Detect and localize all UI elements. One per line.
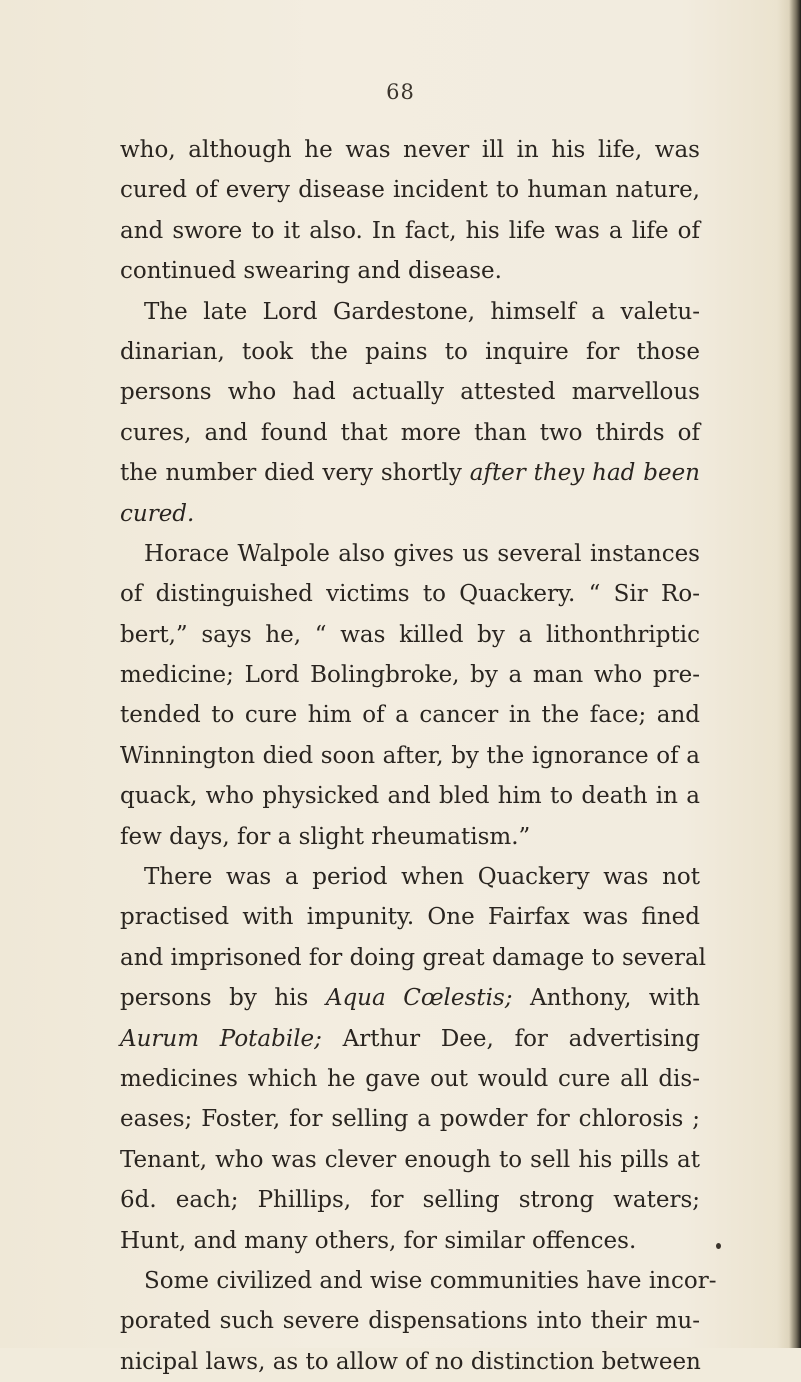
text-span: continued swearing and disease. bbox=[120, 258, 502, 285]
text-line bbox=[120, 857, 700, 897]
ink-speck bbox=[716, 1243, 721, 1249]
text-line bbox=[120, 615, 700, 655]
text-line bbox=[120, 1140, 700, 1180]
text-line bbox=[120, 1261, 717, 1301]
text-span: few days, for a slight rheumatism.” bbox=[120, 823, 531, 850]
text-span: Some civilized and wise communities have incor- bbox=[144, 1267, 717, 1294]
text-span: persons by his bbox=[120, 985, 326, 1012]
text-line bbox=[120, 776, 700, 816]
text-span: who, although he was never ill in his life, was bbox=[120, 137, 700, 163]
text-line bbox=[120, 1301, 700, 1341]
text-line bbox=[120, 251, 700, 291]
text-span: practised with impunity. One Fairfax was fined bbox=[120, 904, 700, 931]
text-span: Horace Walpole also gives us several instances bbox=[144, 540, 700, 567]
text-span: 6d. each; Phillips, for selling strong waters; bbox=[120, 1187, 700, 1214]
page-number: 68 bbox=[386, 80, 415, 104]
text-span: cures, and found that more than two thirds of bbox=[120, 419, 700, 446]
italic-text: cured. bbox=[120, 500, 195, 527]
italic-text: Aurum Potabile; bbox=[120, 1025, 322, 1052]
text-span: porated such severe dispensations into their mu- bbox=[120, 1308, 700, 1335]
page-edge-shadow bbox=[789, 0, 801, 1348]
text-span: medicine; Lord Bolingbroke, by a man who pre- bbox=[120, 662, 700, 689]
text-line bbox=[120, 453, 700, 493]
text-span: cured of every disease incident to human nature, bbox=[120, 177, 700, 204]
text-line bbox=[120, 938, 707, 978]
text-line bbox=[120, 130, 700, 170]
text-line bbox=[120, 1221, 700, 1261]
text-line bbox=[120, 978, 700, 1018]
text-line bbox=[120, 372, 700, 412]
text-span: Arthur Dee, for advertising bbox=[321, 1025, 700, 1052]
text-line bbox=[120, 1019, 700, 1059]
text-line bbox=[120, 574, 700, 614]
italic-text: after they had been bbox=[469, 460, 700, 487]
text-span: medicines which he gave out would cure all dis- bbox=[120, 1065, 700, 1092]
text-span: The late Lord Gardestone, himself a valetu- bbox=[144, 298, 700, 325]
text-line bbox=[120, 170, 700, 210]
text-span: Tenant, who was clever enough to sell his pills at bbox=[120, 1146, 700, 1173]
text-span: the number died very shortly bbox=[120, 460, 470, 487]
text-line bbox=[120, 211, 700, 251]
text-span: There was a period when Quackery was not bbox=[144, 864, 700, 891]
text-span: Hunt, and many others, for similar offences. bbox=[120, 1227, 637, 1254]
text-line bbox=[120, 655, 700, 695]
text-line bbox=[120, 1099, 700, 1139]
text-span: of distinguished victims to Quackery. “ Sir Ro- bbox=[120, 581, 700, 608]
text-span: quack, who physicked and bled him to death in a bbox=[120, 783, 700, 810]
text-line bbox=[120, 494, 700, 534]
text-line bbox=[120, 332, 700, 372]
text-line bbox=[120, 695, 700, 735]
text-line bbox=[120, 534, 700, 574]
text-span: nicipal laws, as to allow of no distinction between bbox=[120, 1348, 701, 1375]
text-span: persons who had actually attested marvellous bbox=[120, 379, 700, 406]
italic-text: Aqua Cœlestis; bbox=[325, 985, 513, 1012]
text-line bbox=[120, 736, 700, 776]
text-span: and swore to it also. In fact, his life was a life of bbox=[120, 217, 700, 244]
text-line bbox=[120, 897, 700, 937]
text-line bbox=[120, 413, 700, 453]
text-line bbox=[120, 1180, 700, 1220]
text-span: eases; Foster, for selling a powder for chlorosis ; bbox=[120, 1106, 700, 1133]
text-line bbox=[120, 817, 700, 857]
text-line bbox=[120, 292, 700, 332]
text-span: dinarian, took the pains to inquire for those bbox=[120, 338, 700, 365]
body-text bbox=[120, 130, 717, 1382]
text-span: bert,” says he, “ was killed by a lithonthriptic bbox=[120, 621, 700, 648]
text-span: tended to cure him of a cancer in the face; and bbox=[120, 702, 700, 729]
text-span: and imprisoned for doing great damage to several bbox=[120, 944, 707, 971]
text-line bbox=[120, 1059, 700, 1099]
text-span: Winnington died soon after, by the ignorance of a bbox=[120, 742, 700, 769]
text-span: Anthony, with bbox=[512, 985, 701, 1012]
